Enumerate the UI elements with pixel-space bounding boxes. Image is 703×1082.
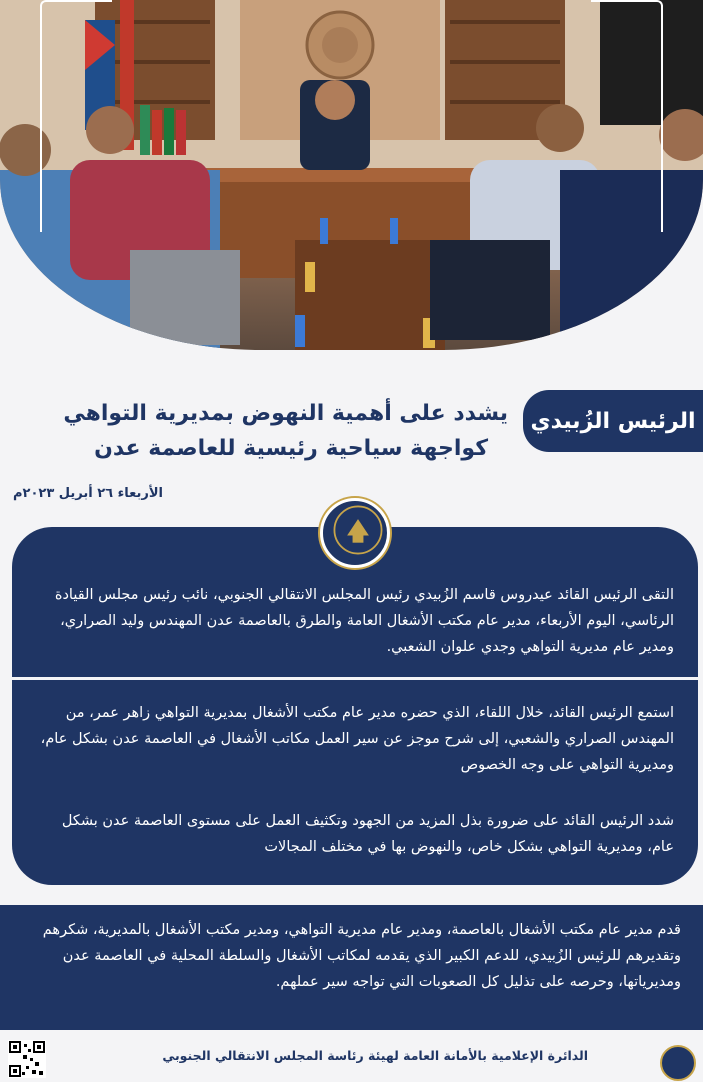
paragraph-2: استمع الرئيس القائد، خلال اللقاء، الذي حضره مدير عام مكتب الأشغال بمديرية التواهي زاهر عمر، من المهندس الصراري والشعبي، إلى شرح موجز عن سير العمل مكاتب الأشغال في العاصمة عدن بشكل عام، ومديرية التواهي على وجه الخصوص (40, 705, 674, 773)
paragraph-1: التقى الرئيس القائد عيدروس قاسم الزُبيدي رئيس المجلس الانتقالي الجنوبي، نائب رئيس مجلس القيادة الرئاسي، اليوم الأربعاء، مدير عام مكتب الأشغال العامة والطرق بالعاصمة عدن المهندس وليد الصراري، ومدير عام مديرية التواهي وجدي علوان الشعبي. (54, 587, 674, 655)
publish-date: الأربعاء ٢٦ أبريل ٢٠٢٣م (13, 486, 164, 501)
headline-badge: الرئيس الزُبيدي (523, 390, 703, 452)
council-emblem-icon (320, 498, 390, 568)
paragraph-panel-3 (0, 905, 703, 1030)
footer-emblem-icon (660, 1045, 696, 1081)
paragraph-4: قدم مدير عام مكتب الأشغال بالعاصمة، ومدير عام مديرية التواهي، ومدير مكتب الأشغال بالمديرية، شكرهم وتقديرهم للرئيس الزُبيدي، للدعم الكبير الذي يقدمه لمكاتب الأشغال والسلطة المحلية في العاصمة عدن ومديرياتها، وحرصه على تذليل كل الصعوبات التي تواجه سير عملهم. (42, 922, 681, 990)
photo-frame-left (40, 0, 112, 232)
footer-credit: الدائرة الإعلامية بالأمانة العامة لهيئة رئاسة المجلس الانتقالي الجنوبي (162, 1048, 588, 1063)
qr-code-icon[interactable] (8, 1040, 46, 1078)
headline-line-2: كواجهة سياحية رئيسية للعاصمة عدن (94, 436, 488, 461)
paragraph-panel-2 (12, 680, 698, 885)
paragraph-3: شدد الرئيس القائد على ضرورة بذل المزيد من الجهود وتكثيف العمل على مستوى العاصمة عدن بشكل عام، ومديرية التواهي بشكل خاص، والنهوض بها في مختلف المجالات (61, 813, 674, 855)
headline-line-1: يشدد على أهمية النهوض بمديرية التواهي (63, 401, 508, 426)
photo-frame-right (591, 0, 663, 232)
